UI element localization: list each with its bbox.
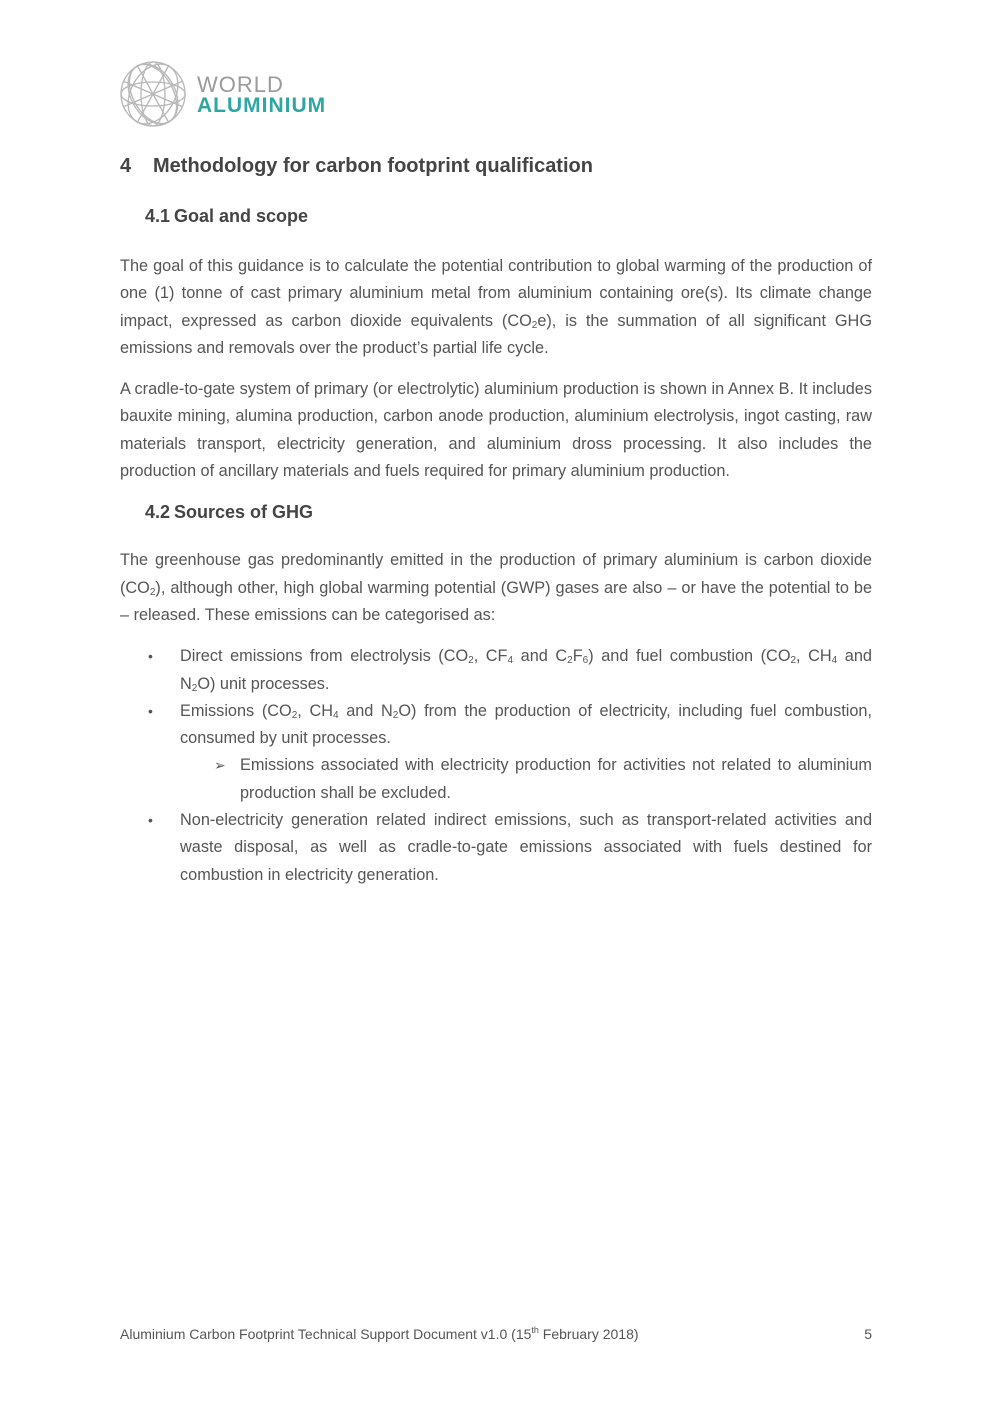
bullet-icon: •	[148, 648, 153, 665]
subsection-number: 4.1	[145, 206, 171, 226]
page-number: 5	[864, 1326, 872, 1342]
paragraph-cradle-to-gate: A cradle-to-gate system of primary (or electrolytic) aluminium production is shown in Annex B. It includes bauxite mining, alumina production, carbon anode production, aluminium electrolysis, ingot casting, raw materials transport, electricity generation, and aluminium dross processing. It also includes the production of ancillary materials and fuels required for primary aluminium production.	[120, 380, 872, 481]
sub-list-item: ➢ Emissions associated with electricity production for activities not related to aluminium production shall be excluded.	[180, 752, 872, 807]
paragraph-ghg: The greenhouse gas predominantly emitted in the production of primary aluminium is carbon dioxide $(CO_2)$, although other, high global warming potential (GWP) gases are also – or have the potential to be – released. These emissions can be categorised as:	[120, 551, 872, 624]
emissions-list	[120, 643, 872, 889]
bullet-icon: •	[148, 702, 153, 719]
list-item: • Emissions ($CO_2$, $CH_4$ and $N_2O$) from the production of electricity, including fuel combustion, consumed by unit processes. ➢ Emissions associated with electricity production for activities not related to aluminium production shall be excluded.	[120, 698, 872, 807]
logo-word-world: WORLD	[197, 72, 284, 97]
page-footer	[120, 1326, 872, 1342]
subsection-number: 4.2	[145, 502, 171, 523]
document-body	[120, 152, 872, 889]
world-aluminium-logo	[119, 59, 339, 129]
bullet-icon: •	[148, 812, 153, 829]
subsection-title: Sources of GHG	[174, 502, 314, 523]
logo-word-aluminium: ALUMINIUM	[197, 94, 327, 117]
section-number: 4	[120, 155, 132, 177]
subsection-title: Goal and scope	[174, 206, 309, 226]
list-item: • Non-electricity generation related indirect emissions, such as transport-related activities and waste disposal, as well as cradle-to-gate emissions associated with fuels destined for combustion in electricity generation.	[120, 807, 872, 889]
list-item: • Direct emissions from electrolysis ($CO_2$, $CF_4$ and $C_2F_6$) and fuel combustion ($CO_2$, $CH_4$ and $N_2O$) unit processes.	[120, 643, 872, 698]
section-heading	[120, 152, 872, 180]
globe-icon	[119, 59, 189, 129]
section-title: Methodology for carbon footprint qualification	[153, 155, 593, 177]
subsection-heading-goal	[120, 203, 872, 229]
paragraph-goal: The goal of this guidance is to calculate the potential contribution to global warming of the production of one (1) tonne of cast primary aluminium metal from aluminium containing ore(s). Its climate change impact, expressed as carbon dioxide equivalents $(CO_2e)$, is the summation of all significant GHG emissions and removals over the product’s partial life cycle.	[120, 257, 872, 357]
arrow-bullet-icon: ➢	[214, 757, 226, 774]
footer-document-title: Aluminium Carbon Footprint Technical Support Document v1.0 (15th February 2018)	[120, 1325, 639, 1342]
subsection-heading-sources	[120, 499, 872, 525]
